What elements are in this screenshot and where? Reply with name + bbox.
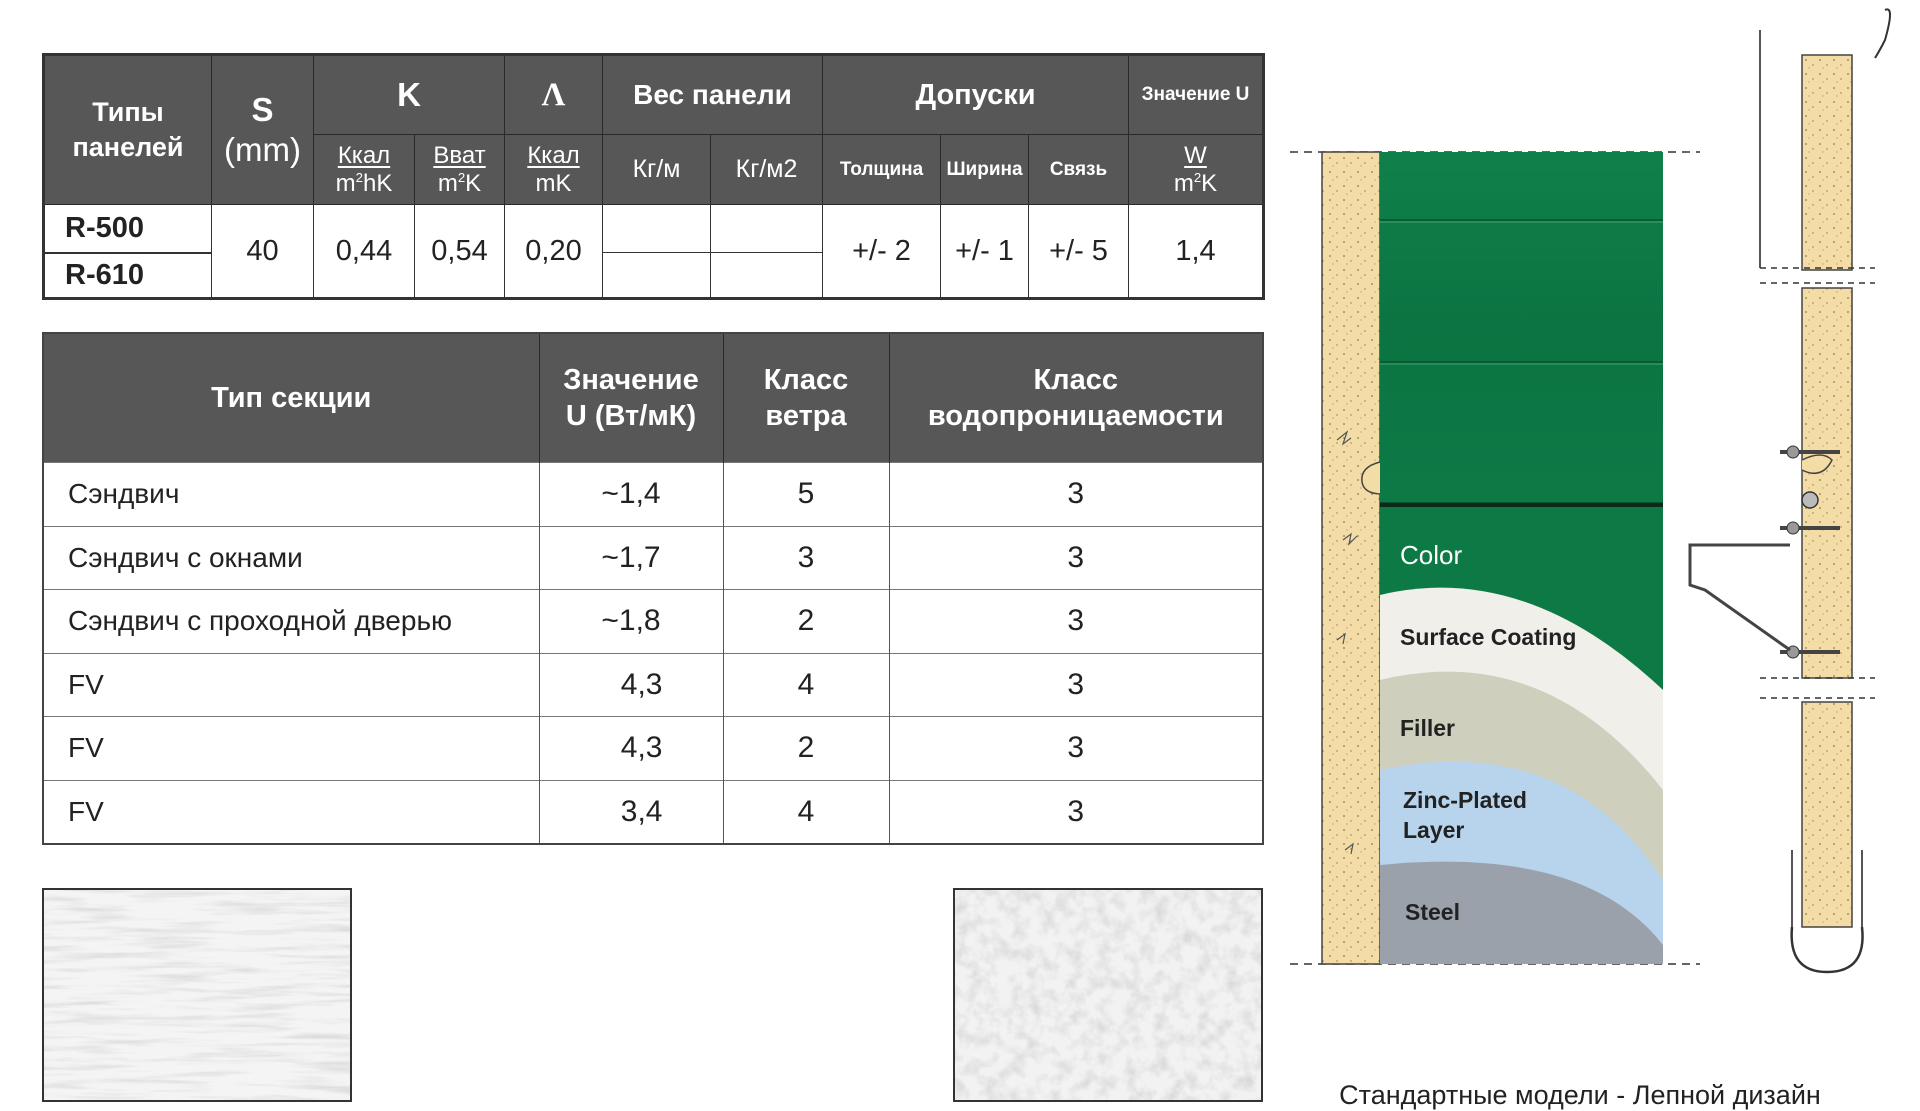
layer-label-surface-coating: Surface Coating [1400,624,1577,650]
table-row [43,526,1263,590]
section-wind-class: 5 [723,463,889,527]
caption-text: Стандартные модели - Лепной дизайн [1339,1080,1821,1110]
stucco-texture-swatch [953,888,1263,1102]
s-unit: (mm) [224,131,301,168]
table-row [43,590,1263,654]
layer-label-layer: Layer [1403,817,1465,843]
value-u: 1,4 [1129,205,1264,299]
k-watt-denominator: $m^2K$ [437,169,482,197]
value-weight-per-m2-r610 [711,253,823,299]
section-wind-class: 2 [723,590,889,654]
subheader-u-unit [1129,135,1264,205]
header-wind-line1: Класс [763,363,849,396]
subheader-lambda-unit [505,135,603,205]
table-row [43,653,1263,717]
section-name: Сэндвич с проходной дверью [43,590,539,654]
value-bond-tol: +/- 5 [1029,205,1129,299]
header-wind-class [723,333,889,463]
subheader-thickness: Толщина [823,135,941,205]
panel-spec-table [42,53,1265,300]
layer-label-filler: Filler [1400,715,1455,741]
section-water-class: 3 [889,526,1263,590]
section-u-value: 3,4 [539,780,723,844]
header-u-line1: Значение [563,363,699,396]
woodgrain-texture-swatch [42,888,352,1102]
value-weight-per-m-r500 [603,205,711,253]
u-denominator: $m^2K$ [1173,169,1218,197]
section-u-value: ~1,4 [539,463,723,527]
layer-label-color: Color [1400,540,1463,570]
foam-core-strip [1322,152,1382,964]
section-name: FV [43,780,539,844]
header-s [212,55,314,205]
section-water-class: 3 [889,590,1263,654]
subheader-bond: Связь [1029,135,1129,205]
header-u-value: Значение U [1129,55,1264,135]
k-watt-numerator: Вват [433,141,486,169]
header-water-class [889,333,1263,463]
header-wind-line2: ветра [765,400,847,432]
woodgrain-texture-image [44,890,350,1100]
value-k-watt: 0,54 [415,205,505,299]
value-weight-per-m2-r500 [711,205,823,253]
section-u-value: ~1,7 [539,526,723,590]
lambda-numerator: Ккал [527,141,580,169]
header-k: K [314,55,505,135]
header-water-line1: Класс [1033,363,1118,396]
header-water-line2: водопроницаемости [927,400,1224,432]
s-symbol: S [251,91,274,129]
table-row [43,717,1263,781]
subheader-k-kcal [314,135,415,205]
section-water-class: 3 [889,463,1263,527]
u-numerator: W [1184,141,1207,169]
table-row [43,463,1263,527]
section-water-class: 3 [889,717,1263,781]
section-wind-class: 3 [723,526,889,590]
header-section-type: Тип секции [43,333,539,463]
section-name: Сэндвич [43,463,539,527]
subheader-weight-per-m2: Кг/м2 [711,135,823,205]
k-kcal-denominator: $m^2hK$ [335,169,393,197]
section-name: FV [43,717,539,781]
header-u-line2: U (Вт/мК) [565,400,697,432]
value-k-kcal: 0,44 [314,205,415,299]
value-width-tol: +/- 1 [941,205,1029,299]
panel-cross-section-diagram [1285,0,1920,1060]
model-r500: R-500 [44,205,212,253]
header-tolerances: Допуски [823,55,1129,135]
value-thickness-tol: +/- 2 [823,205,941,299]
value-lambda: 0,20 [505,205,603,299]
header-lambda: Λ [505,55,603,135]
stucco-texture-image [955,890,1261,1100]
section-wind-class: 4 [723,780,889,844]
subheader-k-watt [415,135,505,205]
k-kcal-numerator: Ккал [337,141,391,169]
value-weight-per-m-r610 [603,253,711,299]
value-s: 40 [212,205,314,299]
section-wind-class: 4 [723,653,889,717]
table-row [43,780,1263,844]
section-type-table [42,332,1264,845]
header-u-value-wmk [539,333,723,463]
layer-label-zinc-plated: Zinc-Plated [1403,787,1527,813]
subheader-width: Ширина [941,135,1029,205]
section-water-class: 3 [889,780,1263,844]
section-wind-class: 2 [723,717,889,781]
section-water-class: 3 [889,653,1263,717]
lambda-denominator: mK [535,169,572,197]
model-r610: R-610 [44,253,212,299]
section-name: FV [43,653,539,717]
section-u-value: 4,3 [539,653,723,717]
section-u-value: 4,3 [539,717,723,781]
header-weight: Вес панели [603,55,823,135]
section-u-value: ~1,8 [539,590,723,654]
header-panel-types: Типы панелей [44,55,212,205]
section-name: Сэндвич с окнами [43,526,539,590]
subheader-weight-per-m: Кг/м [603,135,711,205]
section-profile-drawing [1690,9,1890,972]
layer-label-steel: Steel [1405,899,1460,925]
